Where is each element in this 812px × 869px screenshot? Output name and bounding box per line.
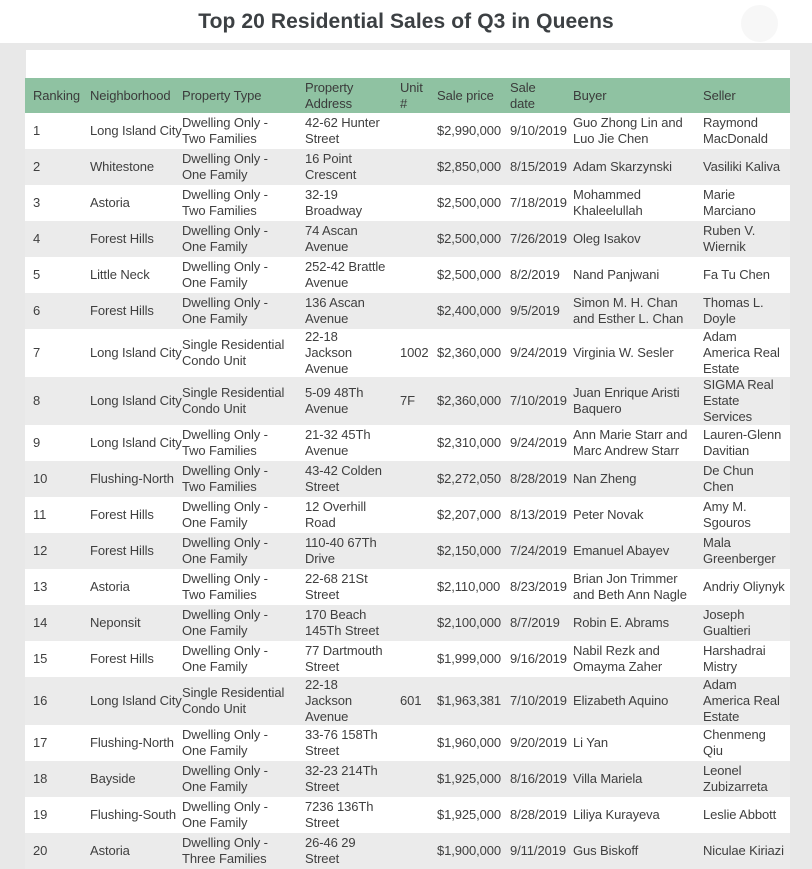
cell-sale-date: 8/28/2019: [510, 471, 567, 486]
cell-unit: [392, 533, 429, 569]
cell-buyer: Nabil Rezk and Omayma Zaher: [573, 643, 663, 674]
cell-neighborhood: Whitestone: [90, 159, 155, 174]
cell-property-type: Dwelling Only - Two Families: [182, 115, 268, 146]
cell-property-type: Dwelling Only - Two Families: [182, 427, 268, 458]
cell-sale-price: $2,272,050: [437, 471, 502, 486]
cell-sale-price: $1,963,381: [437, 693, 502, 708]
table-row: [25, 569, 790, 605]
cell-unit: 601: [400, 693, 422, 708]
cell-buyer: Nan Zheng: [573, 471, 637, 486]
cell-property-type: Dwelling Only - One Family: [182, 499, 268, 530]
cell-property-address: 32-19 Broadway: [305, 187, 363, 218]
cell-buyer: Liliya Kurayeva: [573, 807, 660, 822]
cell-property-address: 170 Beach 145Th Street: [305, 607, 379, 638]
cell-property-address: 5-09 48Th Avenue: [305, 385, 364, 416]
cell-ranking: 15: [33, 651, 48, 666]
cell-ranking: 13: [33, 579, 48, 594]
column-header-neighborhood: Neighborhood: [82, 78, 174, 113]
cell-sale-price: $2,500,000: [437, 195, 502, 210]
cell-sale-price: $1,925,000: [437, 771, 502, 786]
cell-property-address: 33-76 158Th Street: [305, 727, 378, 758]
cell-sale-date: 7/10/2019: [510, 393, 567, 408]
pre-table-strip: [26, 50, 790, 78]
cell-property-address: 74 Ascan Avenue: [305, 223, 358, 254]
cell-sale-price: $2,100,000: [437, 615, 502, 630]
cell-sale-date: 7/24/2019: [510, 543, 567, 558]
cell-property-type: Single Residential Condo Unit: [182, 685, 285, 716]
table-row: [25, 605, 790, 641]
table-row: [25, 641, 790, 677]
cell-sale-date: 8/15/2019: [510, 159, 567, 174]
cell-property-address: 77 Dartmouth Street: [305, 643, 383, 674]
cell-buyer: Nand Panjwani: [573, 267, 660, 282]
cell-unit: [392, 149, 429, 185]
cell-sale-price: $2,360,000: [437, 345, 502, 360]
cell-sale-price: $2,150,000: [437, 543, 502, 558]
cell-unit: [392, 725, 429, 761]
cell-unit: [392, 425, 429, 461]
column-header-buyer: Buyer: [565, 78, 695, 113]
cell-sale-date: 8/2/2019: [510, 267, 560, 282]
column-header-sale-price: Sale price: [429, 78, 502, 113]
cell-property-type: Single Residential Condo Unit: [182, 337, 285, 368]
cell-neighborhood: Forest Hills: [90, 543, 154, 558]
cell-ranking: 5: [33, 267, 41, 282]
cell-property-type: Dwelling Only - Two Families: [182, 187, 268, 218]
cell-unit: 7F: [400, 393, 415, 408]
cell-ranking: 14: [33, 615, 48, 630]
cell-unit: [392, 569, 429, 605]
cell-seller: Thomas L. Doyle: [703, 295, 764, 326]
cell-property-type: Dwelling Only - One Family: [182, 223, 268, 254]
cell-ranking: 2: [33, 159, 41, 174]
cell-property-type: Single Residential Condo Unit: [182, 385, 285, 416]
cell-property-type: Dwelling Only - Two Families: [182, 571, 268, 602]
title-bar: [0, 0, 812, 43]
cell-buyer: Elizabeth Aquino: [573, 693, 669, 708]
cell-buyer: Peter Novak: [573, 507, 644, 522]
cell-property-address: 7236 136Th Street: [305, 799, 374, 830]
cell-property-type: Dwelling Only - One Family: [182, 763, 268, 794]
cell-unit: [392, 761, 429, 797]
cell-sale-price: $2,310,000: [437, 435, 502, 450]
cell-property-address: 22-18 Jackson Avenue: [305, 329, 352, 376]
cell-sale-date: 8/7/2019: [510, 615, 560, 630]
cell-buyer: Adam Skarzynski: [573, 159, 672, 174]
table-row: [25, 257, 790, 293]
cell-neighborhood: Forest Hills: [90, 507, 154, 522]
page-title: Top 20 Residential Sales of Q3 in Queens: [198, 9, 614, 33]
cell-property-address: 26-46 29 Street: [305, 835, 356, 866]
cell-sale-date: 9/10/2019: [510, 123, 567, 138]
cell-neighborhood: Long Island City: [90, 693, 182, 708]
table-row: [25, 377, 790, 425]
watermark-circle: [741, 5, 778, 42]
cell-neighborhood: Astoria: [90, 843, 130, 858]
cell-property-type: Dwelling Only - Three Families: [182, 835, 268, 866]
cell-property-address: 21-32 45Th Avenue: [305, 427, 371, 458]
table-row: [25, 425, 790, 461]
cell-ranking: 4: [33, 231, 41, 246]
cell-sale-price: $1,999,000: [437, 651, 502, 666]
cell-seller: De Chun Chen: [703, 463, 754, 494]
table-row: [25, 797, 790, 833]
cell-unit: [392, 185, 429, 221]
table-row: [25, 677, 790, 725]
cell-ranking: 12: [33, 543, 48, 558]
cell-sale-date: 7/26/2019: [510, 231, 567, 246]
divider-band: [0, 43, 790, 50]
cell-seller: Adam America Real Estate: [703, 677, 780, 724]
cell-sale-price: $2,990,000: [437, 123, 502, 138]
cell-sale-date: 8/28/2019: [510, 807, 567, 822]
cell-neighborhood: Astoria: [90, 579, 130, 594]
column-header-unit: Unit #: [392, 78, 429, 113]
table-row: [25, 329, 790, 377]
cell-sale-price: $1,900,000: [437, 843, 502, 858]
cell-property-type: Dwelling Only - One Family: [182, 607, 268, 638]
cell-ranking: 3: [33, 195, 41, 210]
sales-table: [25, 78, 790, 869]
cell-sale-price: $1,960,000: [437, 735, 502, 750]
cell-sale-date: 9/16/2019: [510, 651, 567, 666]
cell-unit: [392, 221, 429, 257]
cell-sale-date: 9/20/2019: [510, 735, 567, 750]
cell-seller: Vasiliki Kaliva: [703, 159, 781, 174]
cell-seller: Leslie Abbott: [703, 807, 777, 822]
cell-neighborhood: Forest Hills: [90, 651, 154, 666]
cell-seller: Leonel Zubizarreta: [703, 763, 768, 794]
table-row: [25, 833, 790, 869]
cell-ranking: 16: [33, 693, 48, 708]
cell-sale-price: $2,500,000: [437, 267, 502, 282]
table-row: [25, 293, 790, 329]
cell-unit: [392, 833, 429, 869]
cell-ranking: 19: [33, 807, 48, 822]
cell-property-type: Dwelling Only - One Family: [182, 295, 268, 326]
cell-buyer: Gus Biskoff: [573, 843, 639, 858]
cell-neighborhood: Flushing-North: [90, 735, 174, 750]
cell-seller: Amy M. Sgouros: [703, 499, 751, 530]
cell-seller: Marie Marciano: [703, 187, 756, 218]
cell-sale-date: 9/5/2019: [510, 303, 560, 318]
cell-ranking: 17: [33, 735, 48, 750]
cell-ranking: 7: [33, 345, 41, 360]
cell-property-type: Dwelling Only - One Family: [182, 727, 268, 758]
cell-neighborhood: Flushing-North: [90, 471, 174, 486]
cell-sale-date: 7/10/2019: [510, 693, 567, 708]
cell-ranking: 18: [33, 771, 48, 786]
column-header-property-address: Property Address: [297, 78, 392, 113]
cell-unit: [392, 257, 429, 293]
column-header-property-type: Property Type: [174, 78, 297, 113]
cell-ranking: 20: [33, 843, 48, 858]
header-row: [25, 78, 790, 113]
cell-property-address: 42-62 Hunter Street: [305, 115, 380, 146]
cell-buyer: Robin E. Abrams: [573, 615, 670, 630]
cell-neighborhood: Long Island City: [90, 123, 182, 138]
cell-property-type: Dwelling Only - Two Families: [182, 463, 268, 494]
cell-seller: Andriy Oliynyk: [703, 579, 785, 594]
cell-property-address: 16 Point Crescent: [305, 151, 357, 182]
cell-sale-price: $2,400,000: [437, 303, 502, 318]
cell-ranking: 1: [33, 123, 41, 138]
cell-sale-price: $2,500,000: [437, 231, 502, 246]
cell-unit: [392, 497, 429, 533]
cell-buyer: Guo Zhong Lin and Luo Jie Chen: [573, 115, 683, 146]
table-row: [25, 113, 790, 149]
cell-neighborhood: Forest Hills: [90, 231, 154, 246]
cell-neighborhood: Long Island City: [90, 435, 182, 450]
cell-sale-date: 8/23/2019: [510, 579, 567, 594]
cell-property-address: 12 Overhill Road: [305, 499, 367, 530]
cell-sale-date: 9/24/2019: [510, 345, 567, 360]
cell-sale-price: $2,850,000: [437, 159, 502, 174]
cell-buyer: Mohammed Khaleelullah: [573, 187, 643, 218]
cell-seller: Joseph Gualtieri: [703, 607, 751, 638]
cell-unit: [392, 293, 429, 329]
cell-buyer: Simon M. H. Chan and Esther L. Chan: [573, 295, 684, 326]
cell-seller: Fa Tu Chen: [703, 267, 770, 282]
cell-unit: [392, 461, 429, 497]
table-row: [25, 185, 790, 221]
cell-seller: Adam America Real Estate: [703, 329, 780, 376]
column-header-sale-date: Sale date: [502, 78, 565, 113]
cell-buyer: Villa Mariela: [573, 771, 643, 786]
table-row: [25, 533, 790, 569]
cell-property-type: Dwelling Only - One Family: [182, 259, 268, 290]
cell-buyer: Li Yan: [573, 735, 609, 750]
cell-ranking: 8: [33, 393, 41, 408]
column-header-ranking: Ranking: [25, 78, 82, 113]
table-row: [25, 149, 790, 185]
cell-unit: [392, 797, 429, 833]
cell-property-type: Dwelling Only - One Family: [182, 151, 268, 182]
cell-property-address: 22-18 Jackson Avenue: [305, 677, 352, 724]
cell-property-address: 252-42 Brattle Avenue: [305, 259, 386, 290]
cell-sale-price: $2,110,000: [437, 579, 501, 594]
cell-ranking: 11: [33, 507, 47, 522]
cell-unit: [392, 641, 429, 677]
cell-property-type: Dwelling Only - One Family: [182, 535, 268, 566]
cell-sale-date: 9/24/2019: [510, 435, 567, 450]
cell-neighborhood: Bayside: [90, 771, 136, 786]
cell-unit: 1002: [400, 345, 429, 360]
cell-sale-date: 7/18/2019: [510, 195, 567, 210]
cell-seller: Niculae Kiriazi: [703, 843, 784, 858]
cell-neighborhood: Little Neck: [90, 267, 150, 282]
table-row: [25, 497, 790, 533]
cell-seller: Ruben V. Wiernik: [703, 223, 756, 254]
cell-property-address: 136 Ascan Avenue: [305, 295, 365, 326]
cell-buyer: Virginia W. Sesler: [573, 345, 674, 360]
table-body: [25, 113, 790, 869]
cell-neighborhood: Forest Hills: [90, 303, 154, 318]
table-row: [25, 725, 790, 761]
cell-buyer: Brian Jon Trimmer and Beth Ann Nagle: [573, 571, 687, 602]
cell-neighborhood: Long Island City: [90, 345, 182, 360]
cell-property-address: 110-40 67Th Drive: [305, 535, 377, 566]
cell-property-address: 22-68 21St Street: [305, 571, 368, 602]
cell-buyer: Emanuel Abayev: [573, 543, 670, 558]
cell-neighborhood: Neponsit: [90, 615, 141, 630]
cell-seller: Mala Greenberger: [703, 535, 776, 566]
cell-sale-price: $2,207,000: [437, 507, 502, 522]
cell-sale-price: $1,925,000: [437, 807, 502, 822]
cell-sale-date: 9/11/2019: [510, 843, 566, 858]
cell-seller: Lauren-Glenn Davitian: [703, 427, 782, 458]
cell-seller: Raymond MacDonald: [703, 115, 768, 146]
cell-buyer: Juan Enrique Aristi Baquero: [573, 385, 680, 416]
cell-property-address: 32-23 214Th Street: [305, 763, 378, 794]
cell-neighborhood: Flushing-South: [90, 807, 177, 822]
table-row: [25, 221, 790, 257]
cell-ranking: 9: [33, 435, 41, 450]
table-row: [25, 461, 790, 497]
cell-seller: SIGMA Real Estate Services: [703, 377, 774, 424]
cell-unit: [392, 605, 429, 641]
cell-neighborhood: Astoria: [90, 195, 130, 210]
cell-ranking: 10: [33, 471, 48, 486]
table-header: [25, 78, 790, 113]
cell-sale-date: 8/13/2019: [510, 507, 567, 522]
cell-seller: Chenmeng Qiu: [703, 727, 766, 758]
column-header-seller: Seller: [695, 78, 790, 113]
cell-sale-price: $2,360,000: [437, 393, 502, 408]
cell-buyer: Oleg Isakov: [573, 231, 641, 246]
cell-property-type: Dwelling Only - One Family: [182, 799, 268, 830]
cell-ranking: 6: [33, 303, 41, 318]
cell-unit: [392, 113, 429, 149]
cell-property-address: 43-42 Colden Street: [305, 463, 382, 494]
cell-neighborhood: Long Island City: [90, 393, 182, 408]
cell-seller: Harshadrai Mistry: [703, 643, 766, 674]
cell-sale-date: 8/16/2019: [510, 771, 567, 786]
cell-buyer: Ann Marie Starr and Marc Andrew Starr: [573, 427, 688, 458]
cell-property-type: Dwelling Only - One Family: [182, 643, 268, 674]
table-row: [25, 761, 790, 797]
